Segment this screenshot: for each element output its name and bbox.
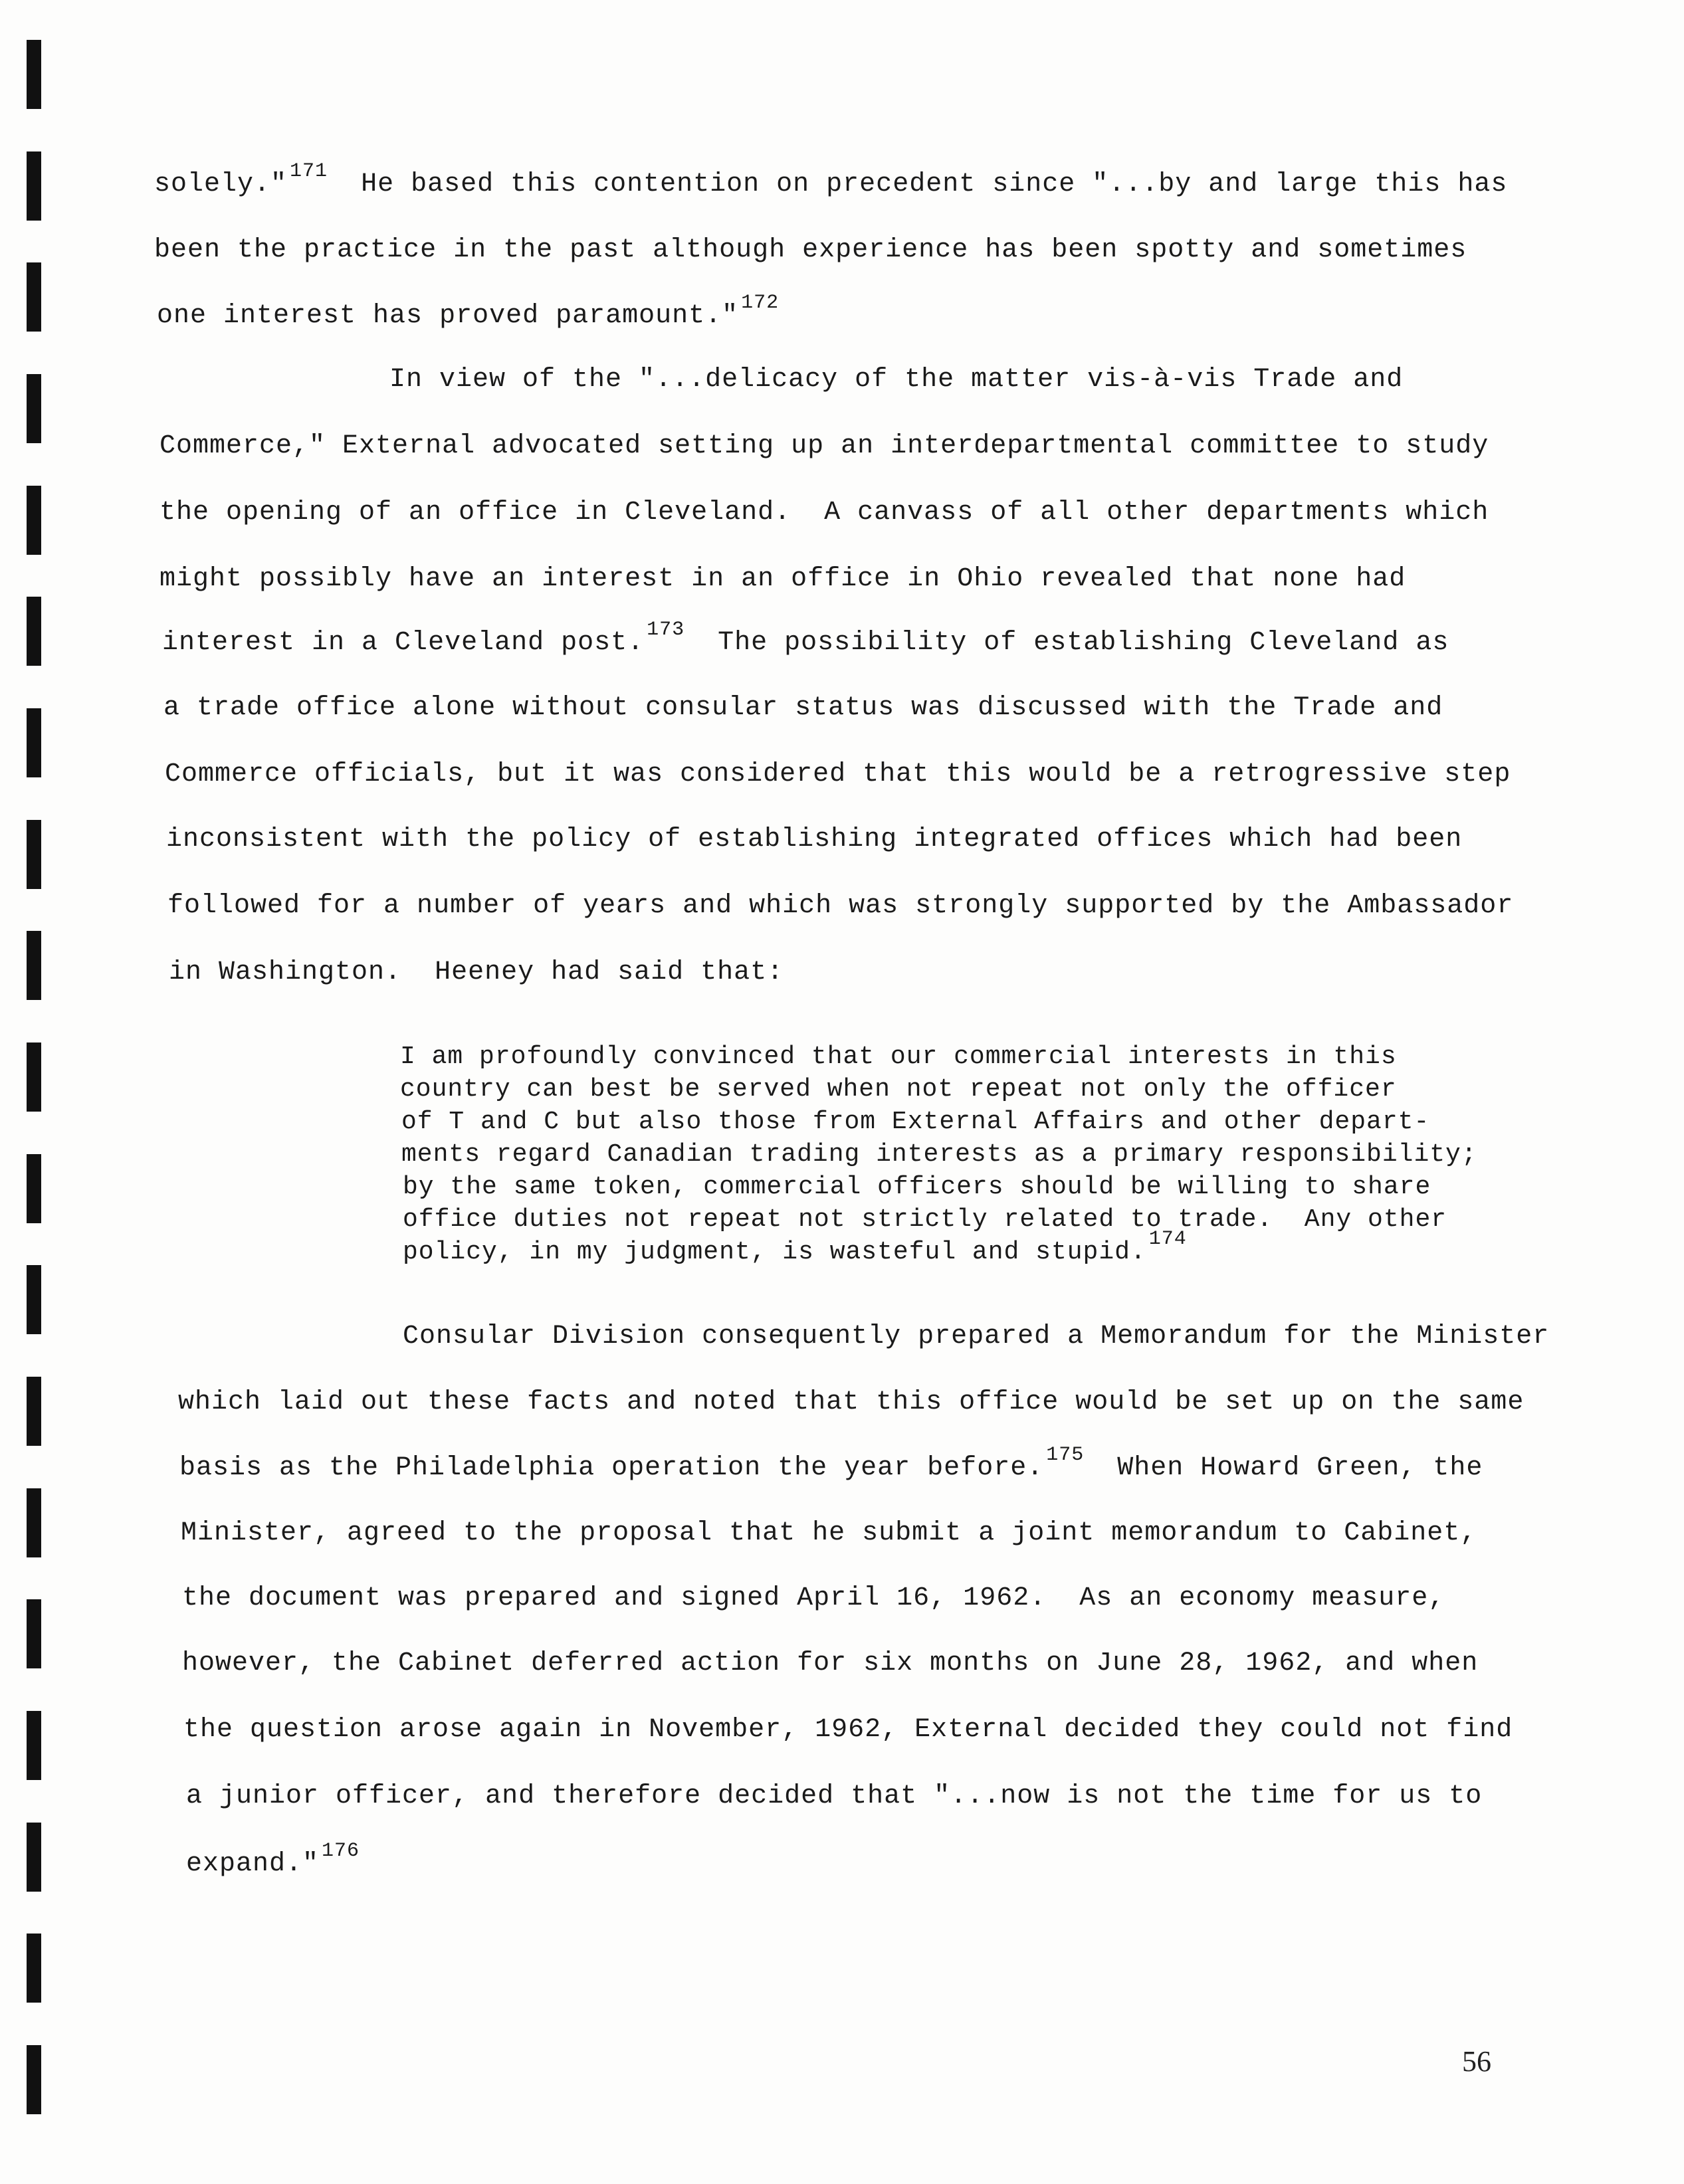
- text-line: Minister, agreed to the proposal that he submit a joint memorandum to Cabinet,: [181, 1518, 1477, 1548]
- margin-mark: [27, 1711, 41, 1780]
- margin-mark: [27, 1042, 41, 1112]
- margin-mark: [27, 40, 41, 109]
- text-line: followed for a number of years and which was strongly supported by the Ambassador: [167, 891, 1514, 921]
- text-line: interest in a Cleveland post. $^{173}$ The possibility of establishing Cleveland as: [162, 619, 1449, 658]
- margin-mark: [27, 1154, 41, 1223]
- margin-mark: [27, 1599, 41, 1668]
- text-line: the question arose again in November, 1962, External decided they could not find: [183, 1715, 1513, 1745]
- text-line: which laid out these facts and noted that this office would be set up on the same: [178, 1387, 1525, 1417]
- margin-mark: [27, 1265, 41, 1334]
- text-line: solely." $^{171}$ He based this contention on precedent since "...by and large this has: [154, 160, 1508, 199]
- quote-line: I am profoundly convinced that our commercial interests in this: [400, 1042, 1397, 1071]
- quote-line: by the same token, commercial officers should be willing to share: [403, 1173, 1431, 1201]
- footnote-ref: 175: [1046, 1444, 1085, 1466]
- text-line: however, the Cabinet deferred action for six months on June 28, 1962, and when: [182, 1648, 1479, 1678]
- quote-line: country can best be served when not repeat not only the officer: [400, 1075, 1397, 1104]
- margin-mark: [27, 151, 41, 221]
- text-line: one interest has proved paramount." $^{172}$: [157, 292, 780, 331]
- footnote-ref: 173: [647, 619, 685, 641]
- text-line: a trade office alone without consular status was discussed with the Trade and: [163, 693, 1443, 723]
- margin-mark: [27, 262, 41, 332]
- text-line: basis as the Philadelphia operation the year before. $^{175}$ When Howard Green, the: [179, 1444, 1483, 1483]
- page-number: 56: [1462, 2045, 1491, 2078]
- footnote-ref: 174: [1148, 1228, 1187, 1250]
- margin-mark: [27, 931, 41, 1000]
- quote-line: of T and C but also those from External Affairs and other depart-: [401, 1108, 1430, 1136]
- margin-mark: [27, 820, 41, 889]
- margin-mark: [27, 1488, 41, 1557]
- text-line: in Washington. Heeney had said that:: [169, 957, 784, 987]
- text-line: Commerce officials, but it was considered that this would be a retrogressive step: [165, 759, 1511, 789]
- text-line: In view of the "...delicacy of the matter vis-à-vis Trade and: [389, 365, 1404, 395]
- text-line: Commerce," External advocated setting up an interdepartmental committee to study: [159, 431, 1489, 461]
- text-line: the document was prepared and signed April 16, 1962. As an economy measure,: [182, 1583, 1445, 1613]
- text-line: a junior officer, and therefore decided that "...now is not the time for us to: [186, 1781, 1483, 1811]
- text-line: Consular Division consequently prepared a Memorandum for the Minister: [403, 1322, 1550, 1351]
- margin-mark: [27, 2045, 41, 2114]
- text-line: expand." $^{176}$: [186, 1840, 360, 1879]
- margin-mark: [27, 708, 41, 777]
- text-line: might possibly have an interest in an office in Ohio revealed that none had: [159, 564, 1406, 594]
- footnote-ref: 171: [290, 160, 328, 183]
- quote-line: policy, in my judgment, is wasteful and stupid. $^{174}$: [403, 1228, 1187, 1266]
- margin-mark: [27, 374, 41, 443]
- margin-mark: [27, 1377, 41, 1446]
- quote-line: ments regard Canadian trading interests as a primary responsibility;: [401, 1140, 1477, 1169]
- footnote-ref: 172: [741, 292, 780, 314]
- margin-mark: [27, 486, 41, 555]
- text-line: the opening of an office in Cleveland. A canvass of all other departments which: [159, 498, 1489, 528]
- margin-mark: [27, 1823, 41, 1892]
- footnote-ref: 176: [322, 1840, 360, 1862]
- margin-mark: [27, 597, 41, 666]
- text-line: inconsistent with the policy of establishing integrated offices which had been: [166, 825, 1463, 854]
- text-line: been the practice in the past although experience has been spotty and sometimes: [154, 235, 1467, 265]
- quote-line: office duties not repeat not strictly related to trade. Any other: [403, 1205, 1447, 1234]
- margin-mark: [27, 1934, 41, 2003]
